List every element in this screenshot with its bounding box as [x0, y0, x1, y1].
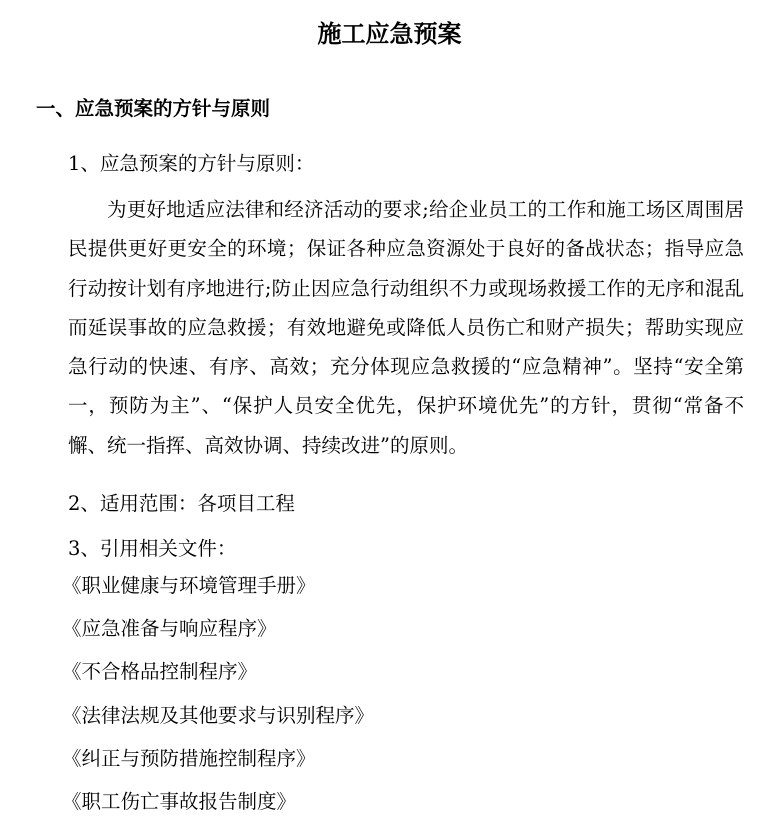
reference-list: [62, 572, 374, 831]
document-title: 施工应急预案: [317, 19, 462, 48]
item-heading-scope: 2、适用范围：各项目工程: [68, 492, 295, 515]
reference-item: 《应急准备与响应程序》: [62, 617, 277, 641]
item-heading-references: 3、引用相关文件：: [68, 537, 237, 560]
principles-paragraph: 为更好地适应法律和经济活动的要求;给企业员工的工作和施工场区周围居民提供更好更安全的环境；保证各种应急资源处于良好的备战状态；指导应急行动按计划有序地进行;防止因应急行动组织不力或现场救援工作的无序和混乱而延误事故的应急救援；有效地避免或降低人员伤亡和财产损失；帮助实现应急行动的快速、有序、高效；充分体现应急救援的“应急精神”。坚持“安全第一，预防为主”、“保护人员安全优先，保护环境优先”的方针，贯彻“常备不懈、统一指挥、高效协调、持续改进”的原则。: [68, 198, 744, 457]
reference-item: 《不合格品控制程序》: [62, 660, 258, 684]
reference-item: 《职业健康与环境管理手册》: [62, 574, 316, 597]
reference-item: 《法律法规及其他要求与识别程序》: [62, 703, 375, 727]
reference-item: 《纠正与预防措施控制程序》: [62, 746, 316, 770]
item-heading-principles: 1、应急预案的方针与原则：: [68, 152, 315, 175]
section-heading-principles: 一、应急预案的方针与原则: [36, 97, 271, 120]
reference-item: 《职工伤亡事故报告制度》: [62, 789, 297, 813]
